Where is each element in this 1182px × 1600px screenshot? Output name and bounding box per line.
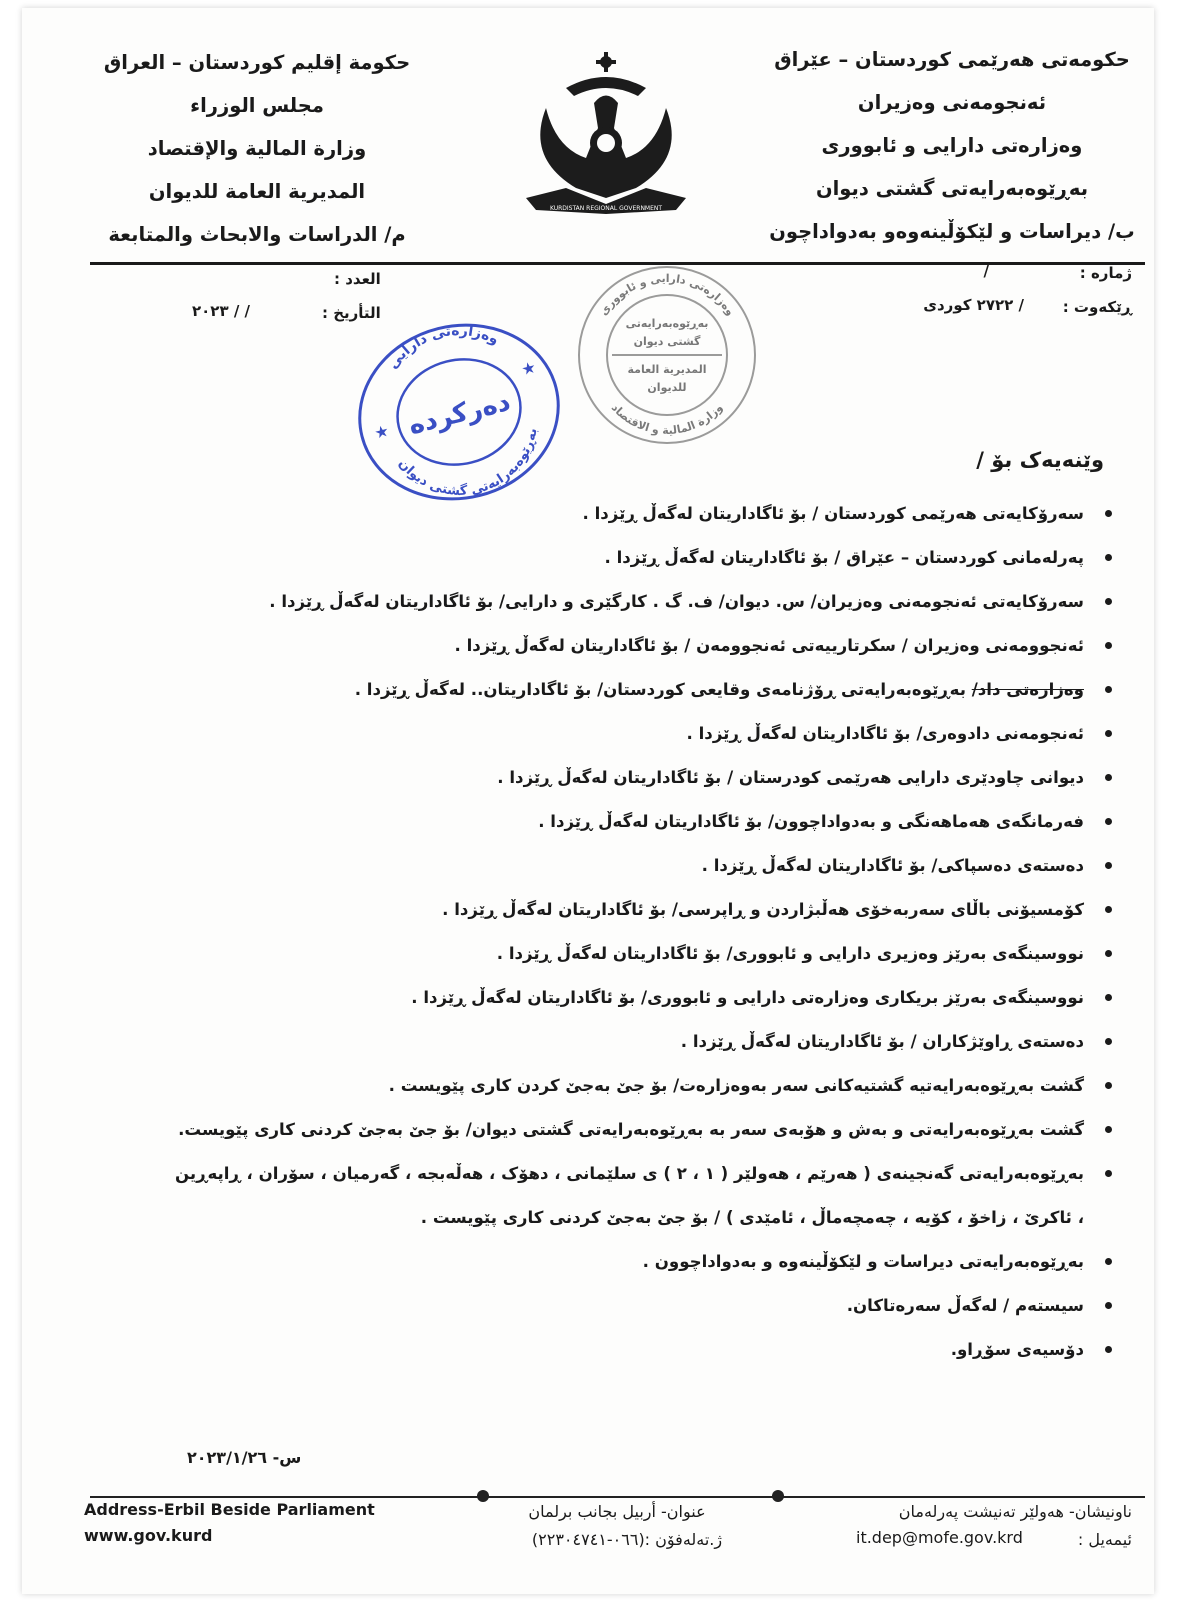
list-item	[172, 668, 1112, 712]
list-item: نووسینگەی بەرێز بریکاری وەزارەتی دارایی و ئابووری/ بۆ ئاگاداریتان لەگەڵ ڕێزدا .	[172, 976, 1112, 1020]
date-ar-label: التأريخ :	[322, 304, 381, 322]
blue-received-stamp	[352, 320, 567, 505]
footer-website[interactable]: www.gov.kurd	[84, 1526, 213, 1545]
footer-phone: ژ.تەلەفۆن :(٠٦٦-٢٢٣٠٤٧٤١)	[531, 1530, 723, 1549]
star-icon: ★	[519, 357, 538, 380]
number-ku-value: /	[983, 262, 989, 280]
list-item: نووسینگەی بەرێز وەزیری دارایی و ئابووری/ بۆ ئاگاداریتان لەگەڵ ڕێزدا .	[172, 932, 1112, 976]
header-arabic-line: حكومة إقليم كوردستان – العراق	[103, 51, 411, 74]
grey-stamp-line: بەڕێوەبەرایەتی	[625, 317, 709, 330]
signature-date: س- ٢٠٢٣/١/٢٦	[187, 1448, 302, 1467]
grey-stamp-line: المديرية العامة	[627, 363, 707, 376]
header-kurdish-line: بەڕێوەبەرایەتی گشتی دیوان	[815, 177, 1089, 200]
list-item: کۆمسیۆنی باڵای سەربەخۆی هەڵبژاردن و ڕاپرسی/ بۆ ئاگاداریتان لەگەڵ ڕێزدا .	[172, 888, 1112, 932]
krg-emblem-icon	[506, 48, 706, 218]
star-icon: ★	[372, 420, 391, 443]
footer-email-label: ئیمەیل :	[1077, 1530, 1132, 1549]
struck-text: وەزارەتی داد/	[971, 680, 1084, 699]
header-arabic-line: وزارة المالية والإقتصاد	[147, 137, 367, 160]
blue-stamp-ring-top: وەزارەتی دارایی	[384, 322, 502, 373]
list-item-text: بەڕێوەبەرایەتی ڕۆژنامەی وقایعی کوردستان/ بۆ ئاگاداریتان.. لەگەڵ ڕێزدا .	[354, 680, 966, 699]
footer-divider	[90, 1496, 1145, 1498]
footer-address-ku: ناونیشان- هەولێر تەنیشت پەرلەمان	[898, 1502, 1132, 1521]
header-arabic-line: م/ الدراسات والابحاث والمتابعة	[108, 223, 406, 246]
list-item: ئەنجوومەنی وەزیران / سکرتارییەتی ئەنجوومەن / بۆ ئاگاداریتان لەگەڵ ڕێزدا .	[172, 624, 1112, 668]
header-kurdish-line: ب/ دیراسات و لێکۆڵینەوەو بەدواداچون	[769, 220, 1135, 243]
date-ar-value: / / ٢٠٢٣	[192, 302, 251, 320]
list-item: پەرلەمانی کوردستان – عێراق / بۆ ئاگاداریتان لەگەڵ ڕێزدا .	[172, 536, 1112, 580]
list-item: سەرۆکایەتی ئەنجومەنی وەزیران/ س. دیوان/ ف. گ . کارگێری و دارایی/ بۆ ئاگاداریتان لەگەڵ ڕێزدا .	[172, 580, 1112, 624]
footer-address-en: Address-Erbil Beside Parliament	[84, 1500, 375, 1519]
footer-email[interactable]: it.dep@mofe.gov.krd	[856, 1528, 1023, 1547]
recipient-list	[172, 492, 1112, 1372]
header-arabic-line: المديرية العامة للديوان	[148, 180, 366, 203]
emblem-caption: KURDISTAN REGIONAL GOVERNMENT	[549, 205, 663, 212]
blue-stamp-ring-bottom: بەڕێوەبەرایەتی گشتی دیوان	[395, 426, 541, 500]
date-ku-label: ڕێکەوت :	[1062, 298, 1132, 316]
header-kurdish	[767, 38, 1137, 253]
list-item: سەرۆکایەتی هەرێمی کوردستان / بۆ ئاگاداریتان لەگەڵ ڕێزدا .	[172, 492, 1112, 536]
header-arabic	[92, 41, 422, 256]
number-ar-label: العدد :	[334, 270, 381, 288]
header-kurdish-line: ئەنجومەنی وەزیران	[857, 91, 1047, 114]
salutation: وێنەیەک بۆ /	[976, 448, 1104, 472]
date-ku-value: / ٢٧٢٢ کوردی	[923, 296, 1024, 314]
footer-address-ar: عنوان- أربيل بجانب برلمان	[528, 1502, 706, 1521]
grey-stamp-ring-top: وەزارەتی دارایی و ئابووری	[596, 271, 738, 318]
footer-dot	[477, 1490, 489, 1502]
grey-stamp-ring-bottom: وزارة المالية و الاقتصاد	[608, 401, 726, 438]
list-item: دەستەی دەسپاکی/ بۆ ئاگاداریتان لەگەڵ ڕێزدا .	[172, 844, 1112, 888]
header-kurdish-line: حکومەتی هەرێمی کوردستان – عێراق	[774, 48, 1130, 71]
svg-text:وزارة المالية و الاقتصاد	[609, 401, 726, 437]
list-item: ئەنجومەنی دادوەری/ بۆ ئاگاداریتان لەگەڵ ڕێزدا .	[172, 712, 1112, 756]
grey-office-stamp	[572, 263, 762, 448]
header-kurdish-line: وەزارەتی دارایی و ئابووری	[821, 134, 1083, 157]
list-item: دۆسیەی سۆڕاو.	[172, 1328, 1112, 1372]
list-item: بەڕێوەبەرایەتی دیراسات و لێکۆڵینەوە و بەدواداچوون .	[172, 1240, 1112, 1284]
blue-stamp-center: دەرکردە	[405, 386, 514, 442]
header-arabic-line: مجلس الوزراء	[190, 94, 324, 117]
list-item: دیوانی چاودێری دارایی هەرێمی کودرستان / بۆ ئاگاداریتان لەگەڵ ڕێزدا .	[172, 756, 1112, 800]
footer-dot	[772, 1490, 784, 1502]
list-item: سیستەم / لەگەڵ سەرەتاکان.	[172, 1284, 1112, 1328]
number-ku-label: ژمارە :	[1079, 264, 1132, 282]
grey-stamp-line: للديوان	[647, 381, 687, 394]
list-item: فەرمانگەی هەماهەنگی و بەدواداچوون/ بۆ ئاگاداریتان لەگەڵ ڕێزدا .	[172, 800, 1112, 844]
list-item: دەستەی ڕاوێژکاران / بۆ ئاگاداریتان لەگەڵ ڕێزدا .	[172, 1020, 1112, 1064]
grey-stamp-line: گشتی دیوان	[633, 335, 701, 348]
document-page	[22, 8, 1154, 1594]
svg-text:وەزارەتی دارایی	[379, 320, 504, 375]
list-item: بەڕێوەبەرایەتی گەنجینەی ( هەرێم ، هەولێر ( ١ ، ٢ ) ی سلێمانی ، دهۆک ، هەڵەبجە ، گەرمیان ، سۆران ، ڕاپەڕین ، ئاکرێ ، زاخۆ ، کۆیە ، چەمچەماڵ ، ئامێدی ) / بۆ جێ بەجێ کردنی کاری پێویست .	[172, 1152, 1112, 1240]
list-item: گشت بەڕێوەبەرایەتی و بەش و هۆبەی سەر بە بەڕێوەبەرایەتی گشتی دیوان/ بۆ جێ بەجێ کردنی کاری پێویست.	[172, 1108, 1112, 1152]
list-item: گشت بەڕێوەبەرایەتیە گشتیەکانی سەر بەوەزارەت/ بۆ جێ بەجێ کردن کاری پێویست .	[172, 1064, 1112, 1108]
